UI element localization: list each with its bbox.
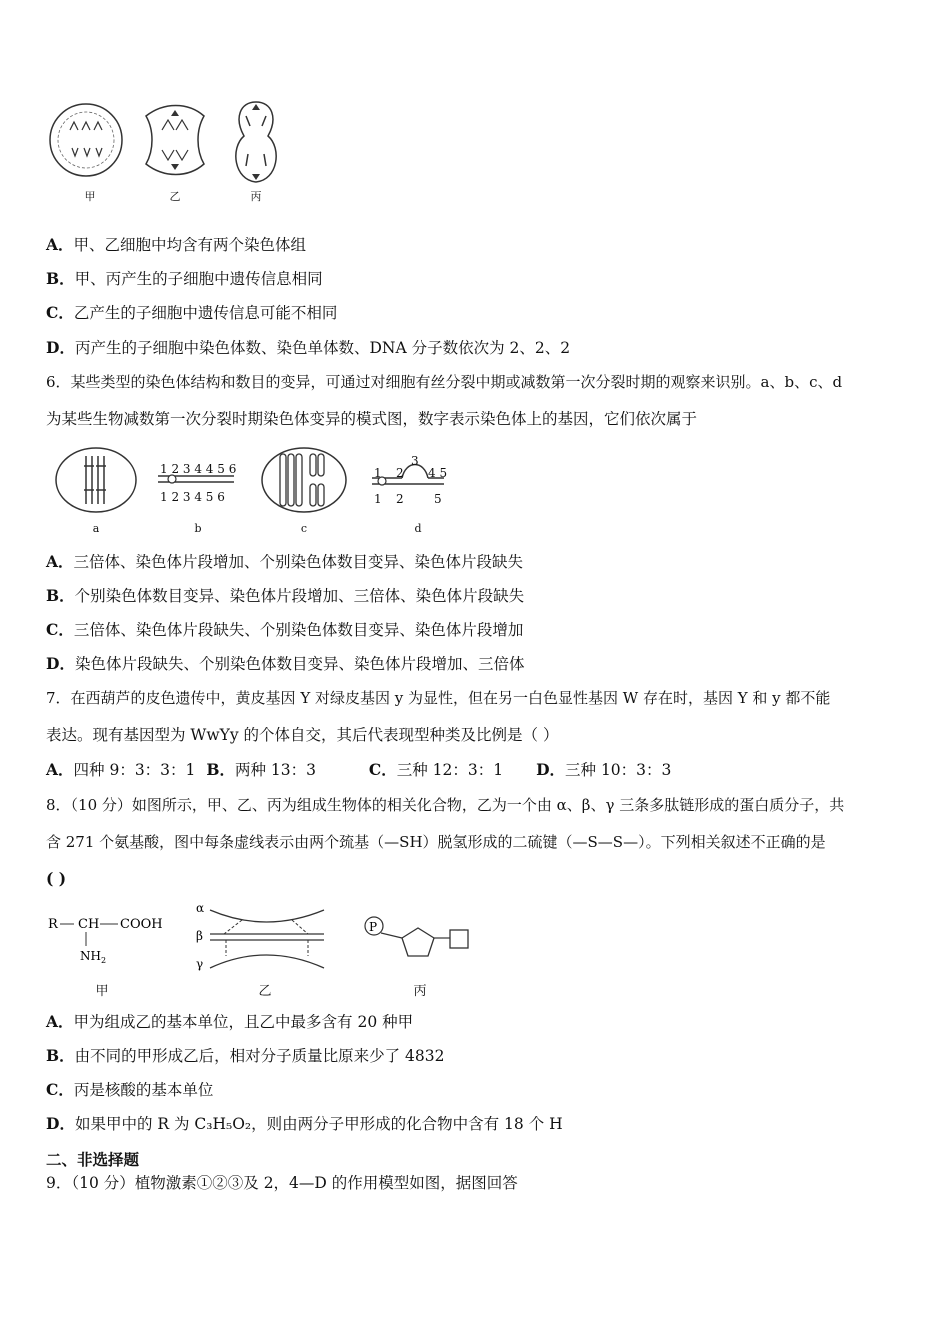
q5-option-d[interactable] [46, 337, 570, 359]
nucleotide-structure [365, 917, 468, 956]
option-letter: B． [46, 586, 75, 605]
fig6-caption-d: d [414, 522, 422, 535]
cooh-group: COOH [120, 917, 163, 932]
option-text: 三倍体、染色体片段增加、个别染色体数目变异、染色体片段缺失 [73, 553, 524, 571]
option-letter: D． [46, 654, 75, 673]
phosphate-label: P [369, 920, 378, 934]
q5-option-b[interactable] [46, 268, 323, 290]
option-letter: D． [46, 1114, 75, 1133]
option-letter: C． [46, 620, 74, 639]
q6-option-b[interactable] [46, 585, 524, 607]
option-text: 三种 12：3：1 [396, 761, 504, 779]
q8-option-c[interactable] [46, 1079, 213, 1101]
option-letter: B． [46, 269, 75, 288]
option-text: 个别染色体数目变异、染色体片段增加、三倍体、染色体片段缺失 [74, 587, 525, 605]
option-letter: A． [46, 1012, 74, 1031]
option-text: 四种 9：3：3：1 [73, 761, 196, 779]
q6-option-a[interactable] [46, 551, 523, 573]
q5-option-c[interactable] [46, 302, 337, 324]
option-letter: C． [46, 303, 74, 322]
option-letter: B． [206, 760, 235, 779]
option-letter: D． [536, 760, 566, 779]
chromosome-b [158, 475, 234, 483]
d-top-gene-3: 3 [411, 454, 419, 468]
r-group: R [48, 917, 58, 932]
fig6-caption-b: b [194, 522, 202, 535]
d-top-gene-2: 2 [396, 466, 404, 480]
option-letter: A． [46, 552, 74, 571]
fig5-caption-jia: 甲 [84, 190, 96, 203]
gamma-label: γ [196, 957, 204, 971]
option-text: 甲、乙细胞中均含有两个染色体组 [73, 236, 307, 254]
option-letter: C． [368, 760, 397, 779]
fig8-caption-bing: 丙 [413, 984, 427, 999]
d-bottom-gene-2: 2 [396, 492, 404, 506]
option-text: 两种 13：3 [234, 761, 316, 779]
chromosome-a [56, 448, 136, 512]
q7-stem-line2: 表达。现有基因型为 WwYy 的个体自交，其后代表现型种类及比例是（ ） [46, 726, 559, 744]
fig6-caption-c: c [300, 522, 308, 535]
section-heading: 二、非选择题 [46, 1150, 140, 1169]
q8-stem-line2: 含 271 个氨基酸，图中每条虚线表示由两个巯基（—SH）脱氢形成的二硫键（—S—S—）。下列相关叙述不正确的是 [46, 833, 826, 851]
q6-stem-line2: 为某些生物减数第一次分裂时期染色体变异的模式图，数字表示染色体上的基因，它们依次属于 [46, 410, 698, 428]
alpha-label: α [196, 901, 205, 915]
d-top-gene-4: 4 5 [428, 466, 448, 480]
q7-option-c[interactable] [369, 761, 503, 779]
option-text: 甲为组成乙的基本单位，且乙中最多含有 20 种甲 [73, 1013, 414, 1031]
nh2-group: $NH_2$ [80, 949, 107, 965]
fig5-caption-bing: 丙 [250, 190, 262, 203]
fig8-caption-yi: 乙 [258, 984, 272, 999]
option-text: 染色体片段缺失、个别染色体数目变异、染色体片段增加、三倍体 [74, 655, 525, 673]
q7-options-row [46, 759, 671, 781]
chromosome-c [262, 448, 346, 512]
q8-stem-line1: 8．（10 分）如图所示，甲、乙、丙为组成生物体的相关化合物，乙为一个由 α、β、γ 三条多肽链形成的蛋白质分子，共 [46, 796, 845, 814]
amino-acid-structure [48, 917, 163, 965]
q7-stem-line1: 7．在西葫芦的皮色遗传中，黄皮基因 Y 对绿皮基因 y 为显性，但在另一白色显性基因 W 存在时，基因 Y 和 y 都不能 [46, 689, 831, 707]
q8-stem-line3: ( ) [46, 869, 67, 888]
option-text: 三种 10：3：3 [565, 761, 672, 779]
q5-option-a[interactable] [46, 234, 306, 256]
option-text: 由不同的甲形成乙后，相对分子质量比原来少了 4832 [74, 1047, 445, 1065]
b-bottom-genes: 1 2 3 4 5 6 [160, 490, 225, 504]
q8-option-b[interactable] [46, 1045, 444, 1067]
q6-option-c[interactable] [46, 619, 523, 641]
option-letter: A． [46, 235, 74, 254]
option-text: 丙是核酸的基本单位 [73, 1081, 214, 1099]
q6-stem-line1: 6．某些类型的染色体结构和数目的变异，可通过对细胞有丝分裂中期或减数第一次分裂时期的观察来识别。a、b、c、d [46, 373, 843, 391]
option-text: 甲、丙产生的子细胞中遗传信息相同 [74, 270, 323, 288]
fig8-caption-jia: 甲 [95, 984, 109, 999]
option-text: 丙产生的子细胞中染色体数、染色单体数、DNA 分子数依次为 2、2、2 [74, 339, 571, 357]
option-text: 三倍体、染色体片段缺失、个别染色体数目变异、染色体片段增加 [73, 621, 524, 639]
option-text: 乙产生的子细胞中遗传信息可能不相同 [73, 304, 338, 322]
d-bottom-gene-1: 1 [374, 492, 382, 506]
cell-bing [236, 102, 276, 182]
q7-option-d[interactable] [536, 761, 671, 779]
q8-option-a[interactable] [46, 1011, 413, 1033]
option-text: 如果甲中的 R 为 C₃H₅O₂，则由两分子甲形成的化合物中含有 18 个 H [74, 1115, 563, 1133]
beta-label: β [196, 929, 203, 943]
d-bottom-gene-3: 5 [434, 492, 442, 506]
option-letter: A． [46, 760, 74, 779]
q7-option-b[interactable] [206, 761, 316, 779]
protein-structure [196, 901, 324, 971]
option-letter: D． [46, 338, 75, 357]
fig6-caption-a: a [92, 522, 100, 535]
d-top-gene-1: 1 [374, 466, 382, 480]
q7-option-a[interactable] [46, 761, 195, 779]
b-top-genes: 1 2 3 4 4 5 6 [160, 462, 237, 476]
cell-yi [146, 106, 204, 175]
q9-stem-line1: 9．（10 分）植物激素①②③及 2，4—D 的作用模型如图，据图回答 [46, 1174, 518, 1192]
q8-option-d[interactable] [46, 1113, 563, 1135]
q6-option-d[interactable] [46, 653, 524, 675]
option-letter: B． [46, 1046, 75, 1065]
fig5-caption-yi: 乙 [169, 190, 181, 203]
ch-group: CH [78, 917, 100, 932]
option-letter: C． [46, 1080, 74, 1099]
cell-jia [50, 104, 122, 176]
